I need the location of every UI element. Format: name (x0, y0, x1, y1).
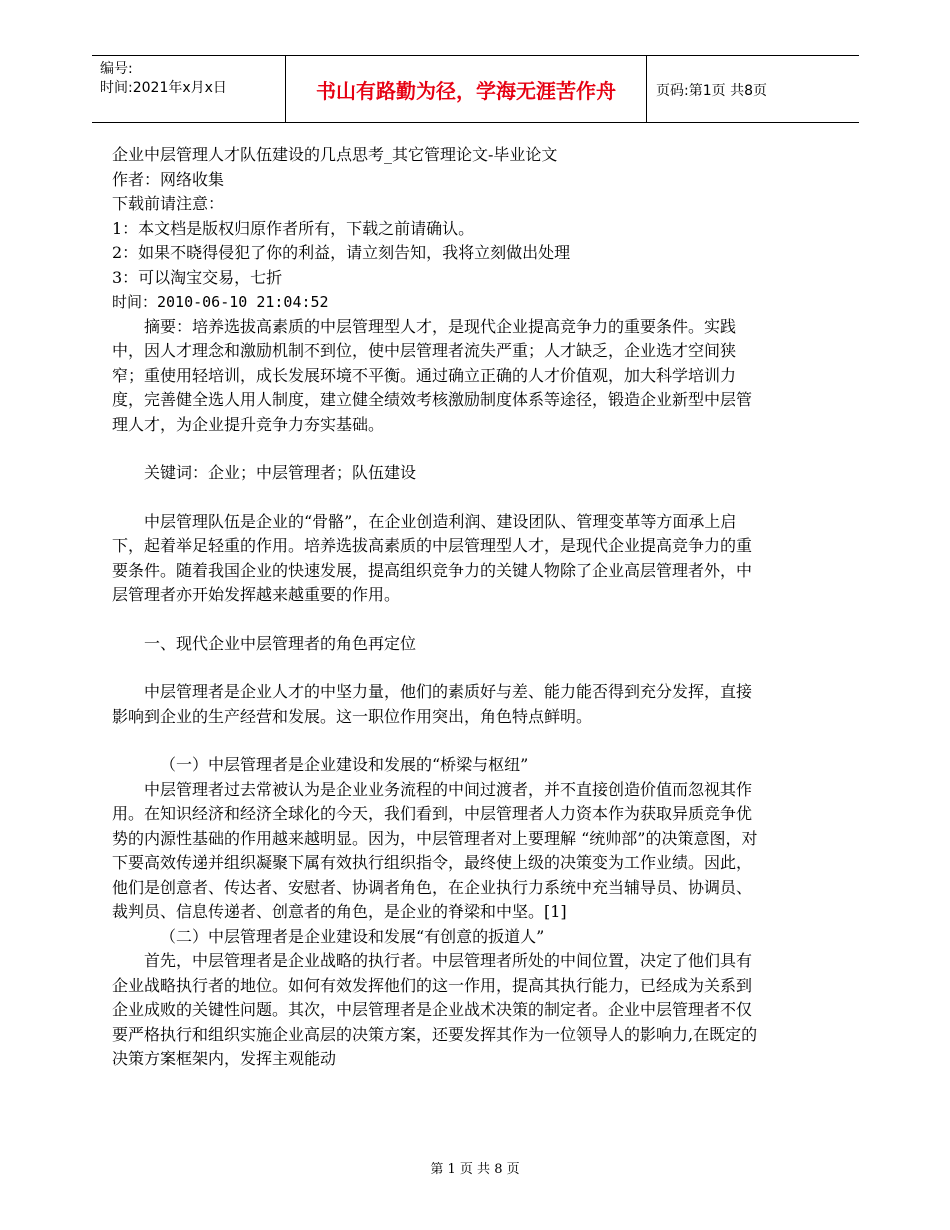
page-footer: 第 1 页 共 8 页 (430, 1162, 520, 1177)
document-time-label: 时间:2021年x月x日 (100, 80, 227, 96)
subsection-heading-1: （一）中层管理者是企业建设和发展的“桥梁与枢纽” (160, 755, 529, 774)
section-1-intro: 中层管理者是企业人才的中坚力量，他们的素质好与差、能力能否得到充分发挥，直接影响到企业的生产经营和发展。这一职位作用突出，角色特点鲜明。 (112, 682, 753, 726)
document-number-label: 编号: (100, 61, 133, 77)
notice-item-3: 3：可以淘宝交易，七折 (112, 267, 283, 287)
notice-heading: 下载前请注意： (112, 194, 225, 213)
header-meta (100, 60, 227, 98)
notice-item-1: 1：本文档是版权归原作者所有，下载之前请确认。 (112, 218, 475, 238)
notice-item-2: 2：如果不晓得侵犯了你的利益，请立刻告知，我将立刻做出处理 (112, 243, 571, 262)
subsection-heading-2: （二）中层管理者是企业建设和发展“有创意的扳道人” (160, 926, 545, 946)
keywords-paragraph: 关键词：企业；中层管理者；队伍建设 (144, 463, 417, 482)
intro-paragraph: 中层管理队伍是企业的“骨骼”，在企业创造利润、建设团队、管理变革等方面承上启下，起着举足轻重的作用。培养选拔高素质的中层管理型人才，是现代企业提高竞争力的重要条件。随着我国企业的快速发展，提高组织竞争力的关键人物除了企业高层管理者外，中层管理者亦开始发挥越来越重要的作用。 (112, 511, 753, 604)
article-title: 企业中层管理人才队伍建设的几点思考_其它管理论文-毕业论文 (112, 145, 558, 164)
document-body (112, 143, 767, 1072)
header-page-label: 页码:第1页 共8页 (656, 83, 767, 99)
abstract-paragraph: 摘要：培养选拔高素质的中层管理型人才，是现代企业提高竞争力的重要条件。实践中，因人才理念和激励机制不到位，使中层管理者流失严重；人才缺乏，企业选才空间狭窄；重使用轻培训，成长发展环境不平衡。通过确立正确的人才价值观，加大科学培训力度，完善健全选人用人制度，建立健全绩效考核激励制度体系等途径，锻造企业新型中层管理人才，为企业提升竞争力夯实基础。 (112, 316, 753, 434)
section-heading-1: 一、现代企业中层管理者的角色再定位 (144, 633, 417, 653)
subsection-1-body: 中层管理者过去常被认为是企业业务流程的中间过渡者，并不直接创造价值而忽视其作用。在知识经济和经济全球化的今天，我们看到，中层管理者人力资本作为获取异质竞争优势的内源性基础的作用越来越明显。因为，中层管理者对上要理解 “统帅部”的决策意图，对下要高效传递并组织凝聚下属有效执行组织指令，最终使上级的决策变为工作业绩。因此，他们是创意者、传达者、安慰者、协调者角色，在企业执行力系统中充当辅导员、协调员、裁判员、信息传递者、创意者的角色，是企业的脊梁和中坚。[1] (112, 779, 758, 921)
publish-time: 时间：2010-06-10 21:04:52 (112, 293, 329, 311)
header-motto: 书山有路勤为径，学海无涯苦作舟 (285, 56, 647, 122)
page-header (92, 55, 859, 123)
article-author: 作者：网络收集 (112, 169, 225, 189)
subsection-2-body: 首先，中层管理者是企业战略的执行者。中层管理者所处的中间位置，决定了他们具有企业战略执行者的地位。如何有效发挥他们的这一作用，提高其执行能力，已经成为关系到企业成败的关键性问题。其次，中层管理者是企业战术决策的制定者。企业中层管理者不仅要严格执行和组织实施企业高层的决策方案，还要发挥其作为一位领导人的影响力,在既定的决策方案框架内，发挥主观能动 (112, 951, 758, 1068)
